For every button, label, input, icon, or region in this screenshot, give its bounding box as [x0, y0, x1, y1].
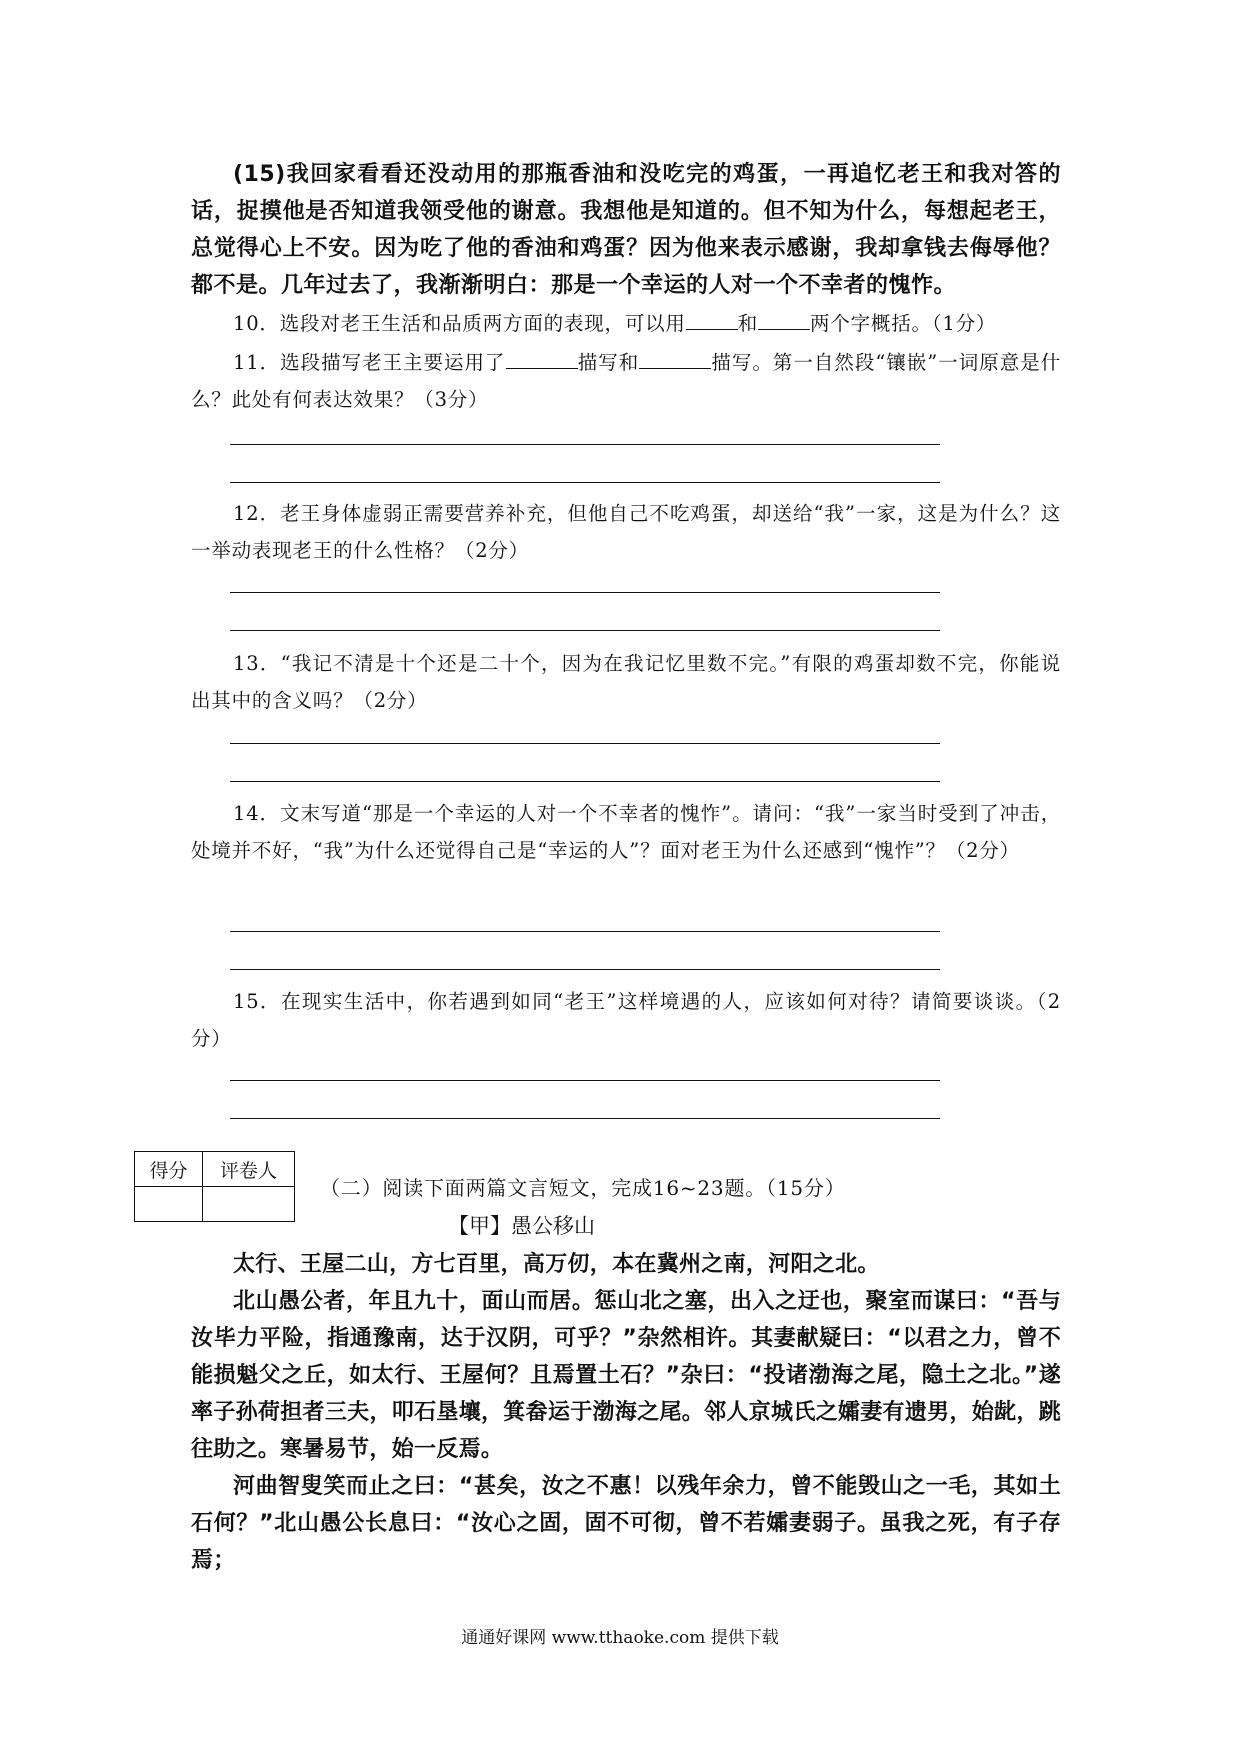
question-11-text-2: 描写和	[577, 351, 640, 374]
grader-cell[interactable]	[203, 1187, 295, 1222]
question-13: 13．“我记不清是十个还是二十个，因为在我记忆里数不完。”有限的鸡蛋却数不完，你能说出其中的含义吗？（2分）	[191, 652, 1061, 712]
section-2-title: （二）阅读下面两篇文言短文，完成16~23题。（15分）	[320, 1176, 846, 1200]
grader-header: 评卷人	[203, 1152, 295, 1187]
question-14: 14．文末写道“那是一个幸运的人对一个不幸者的愧怍”。请问：“我”一家当时受到了冲击，处境并不好，“我”为什么还觉得自己是“幸运的人”？面对老王为什么还感到“愧怍”？（2分）	[191, 802, 1061, 862]
grade-table	[134, 1151, 295, 1222]
question-11-text-3: 描写。第一自然段“镶嵌”一词原意是什么？此处有何表达效果？（3分）	[191, 351, 1061, 411]
question-10	[191, 305, 1061, 342]
question-10-text-2: 和	[737, 312, 759, 335]
answer-line-11a[interactable]	[230, 444, 940, 445]
question-10-text-3: 两个字概括。（1分）	[810, 312, 997, 335]
question-11-blank-2[interactable]	[639, 346, 711, 369]
answer-line-11b[interactable]	[230, 482, 940, 483]
classical-paragraph-2: 北山愚公者，年且九十，面山而居。惩山北之塞，出入之迂也，聚室而谋曰：“吾与汝毕力平险，指通豫南，达于汉阴，可乎？”杂然相许。其妻献疑曰：“以君之力，曾不能损魁父之丘，如太行、王屋何？且焉置土石？”杂曰：“投诸渤海之尾，隐土之北。”遂率子孙荷担者三夫，叩石垦壤，箕畚运于渤海之尾。邻人京城氏之孀妻有遗男，始龀，跳往助之。寒暑易节，始一反焉。	[191, 1289, 1061, 1462]
score-cell[interactable]	[135, 1187, 203, 1222]
question-10-text-1: 10．选段对老王生活和品质两方面的表现，可以用	[233, 312, 686, 335]
page-footer: 通通好课网 www.tthaoke.com 提供下载	[461, 1628, 779, 1648]
question-11-blank-1[interactable]	[506, 346, 578, 369]
classical-paragraph-1: 太行、王屋二山，方七百里，高万仞，本在冀州之南，河阳之北。	[233, 1252, 880, 1277]
answer-line-13a[interactable]	[230, 743, 940, 744]
answer-line-14a[interactable]	[230, 931, 940, 932]
classical-paragraph-3: 河曲智叟笑而止之曰：“甚矣，汝之不惠！以残年余力，曾不能毁山之一毛，其如土石何？”北山愚公长息曰：“汝心之固，固不可彻，曾不若孀妻弱子。虽我之死，有子存焉；	[191, 1474, 1061, 1573]
answer-line-13b[interactable]	[230, 781, 940, 782]
question-11-text-1: 11．选段描写老王主要运用了	[233, 351, 506, 374]
question-12: 12．老王身体虚弱正需要营养补充，但他自己不吃鸡蛋，却送给“我”一家，这是为什么？这一举动表现老王的什么性格？（2分）	[191, 502, 1061, 562]
passage-paragraph-15: (15)我回家看看还没动用的那瓶香油和没吃完的鸡蛋，一再追忆老王和我对答的话，捉摸他是否知道我领受他的谢意。我想他是知道的。但不知为什么，每想起老王，总觉得心上不安。因为吃了他的香油和鸡蛋？因为他来表示感谢，我却拿钱去侮辱他？都不是。几年过去了，我渐渐明白：那是一个幸运的人对一个不幸者的愧怍。	[191, 162, 1061, 298]
question-10-blank-1[interactable]	[686, 307, 738, 330]
question-15: 15．在现实生活中，你若遇到如同“老王”这样境遇的人，应该如何对待？请简要谈谈。（2分）	[191, 990, 1061, 1050]
article-a-title: 【甲】愚公移山	[448, 1214, 595, 1238]
question-10-blank-2[interactable]	[758, 307, 810, 330]
answer-line-12a[interactable]	[230, 592, 940, 593]
answer-line-15b[interactable]	[230, 1118, 940, 1119]
question-11	[191, 344, 1061, 418]
answer-line-14b[interactable]	[230, 969, 940, 970]
answer-line-15a[interactable]	[230, 1080, 940, 1081]
answer-line-12b[interactable]	[230, 630, 940, 631]
score-header: 得分	[135, 1152, 203, 1187]
